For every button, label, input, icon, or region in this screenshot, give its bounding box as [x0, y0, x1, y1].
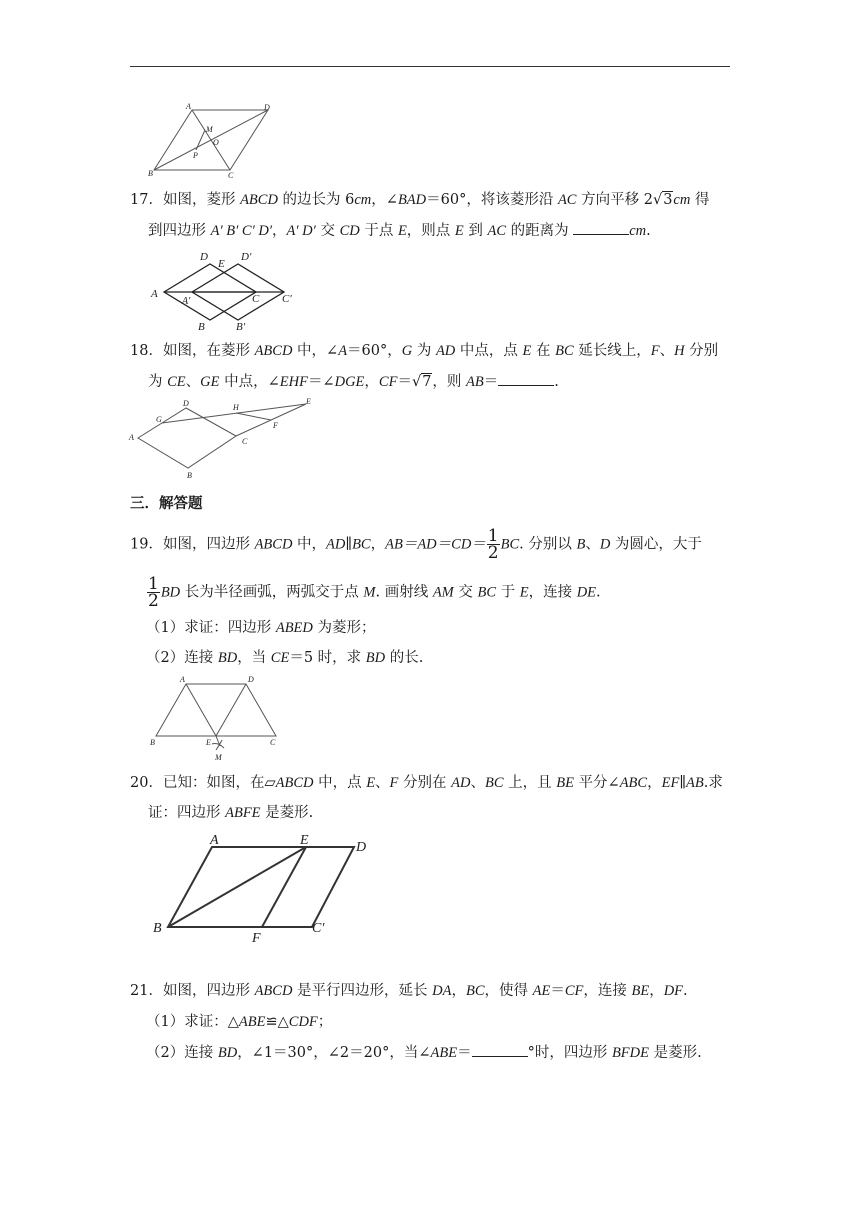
fig16-label-M: M — [206, 125, 213, 134]
fig19-label-B: B — [150, 738, 155, 747]
fig20-label-B: B — [153, 921, 162, 936]
fig19-label-M: M — [215, 753, 222, 762]
fig18-label-A: A — [129, 433, 134, 442]
fig18-label-H: H — [233, 403, 239, 412]
fig18-label-B: B — [187, 471, 192, 480]
fig16-label-B: B — [148, 169, 153, 178]
sqrt-symbol: √7 — [411, 374, 432, 390]
header-rule — [130, 66, 730, 67]
answer-blank-q21 — [472, 1043, 528, 1057]
answer-blank-q18 — [498, 372, 554, 386]
q19-sub2: （2）连接 BD，当 CE＝5 时，求 BD 的长. — [146, 650, 424, 666]
fig17-label-Bp: B′ — [236, 321, 246, 333]
figure-q17-translated-rhombus — [148, 248, 308, 332]
fig16-label-P: P — [193, 151, 198, 160]
fig16-label-O: O — [213, 138, 219, 147]
fig17-label-E: E — [218, 258, 225, 270]
sqrt-symbol: √3 — [652, 192, 673, 208]
q19-sub1: （1）求证：四边形 ABED 为菱形； — [146, 620, 376, 636]
fig17-label-A: A — [151, 288, 158, 300]
q21-line1: 21．如图，四边形 ABCD 是平行四边形，延长 DA，BC，使得 AE＝CF，连接 BE，DF. — [130, 983, 688, 999]
fig17-label-D: D — [200, 251, 208, 263]
fig17-label-Ap: A′ — [182, 296, 191, 307]
figure-q20-parallelogram — [148, 830, 380, 945]
q18-line2: 为 CE、GE 中点，∠EHF＝∠DGE，CF＝√7，则 AB＝ . — [148, 374, 559, 390]
fig19-label-E: E — [206, 738, 211, 747]
fig17-label-B: B — [198, 321, 205, 333]
q18-line1: 18．如图，在菱形 ABCD 中，∠A＝60°，G 为 AD 中点，点 E 在 BC 延长线上，F、H 分别 — [130, 343, 719, 359]
fig18-label-D: D — [183, 399, 189, 408]
fig18-label-E: E — [306, 397, 311, 406]
q17-line1: 17．如图，菱形 ABCD 的边长为 6cm，∠BAD＝60°，将该菱形沿 AC 方向平移 2√3cm 得 — [130, 192, 710, 208]
fig20-label-F: F — [252, 931, 261, 946]
fig18-label-F: F — [273, 421, 278, 430]
figure-q18-rhombus — [126, 396, 322, 482]
fig19-label-C: C — [270, 738, 276, 747]
section-heading: 三．解答题 — [130, 496, 203, 512]
fig18-label-C: C — [242, 437, 248, 446]
fig16-label-A: A — [186, 102, 191, 111]
fig20-label-D: D — [356, 840, 367, 855]
fraction-half: $\frac{1}{2}$ — [487, 526, 499, 563]
q20-line1: 20．已知：如图，在▱ABCD 中，点 E、F 分别在 AD、BC 上，且 BE 平分∠ABC，EF∥AB.求 — [130, 775, 723, 791]
fig16-label-D: D — [264, 103, 270, 112]
fig17-label-Cp: C′ — [282, 293, 292, 305]
q19-line1: 19．如图，四边形 ABCD 中，AD∥BC，AB＝AD＝CD＝ $\frac{1}{2}$ BC. 分别以 B、D 为圆心，大于 — [130, 526, 702, 563]
fig18-label-G: G — [156, 415, 162, 424]
fig20-label-A: A — [210, 833, 219, 848]
figure-q16-rhombus — [140, 100, 280, 178]
fig16-label-C: C — [228, 171, 234, 180]
fig17-label-C: C — [252, 293, 260, 305]
q20-line2: 证：四边形 ABFE 是菱形. — [148, 805, 314, 821]
fig17-label-Dp: D′ — [241, 251, 252, 263]
q19-line2: $\frac{1}{2}$ BD 长为半径画弧，两弧交于点 M. 画射线 AM 交 BC 于 E，连接 DE. — [148, 574, 601, 611]
figure-q19-trapezoid — [140, 672, 290, 764]
q21-sub2: （2）连接 BD，∠1＝30°，∠2＝20°，当∠ABE＝ °时，四边形 BFDE 是菱形. — [146, 1045, 702, 1061]
fraction-half: $\frac{1}{2}$ — [148, 574, 159, 611]
fig20-label-E: E — [300, 833, 309, 848]
q21-sub1: （1）求证：△ABE≌△CDF； — [146, 1014, 333, 1030]
q17-line2: 到四边形 A′ B′ C′ D′，A′ D′ 交 CD 于点 E，则点 E 到 AC 的距离为 cm. — [148, 223, 651, 239]
fig19-label-A: A — [180, 675, 185, 684]
answer-blank-q17 — [573, 221, 629, 235]
fig20-label-C: C′ — [312, 921, 325, 936]
fig19-label-D: D — [248, 675, 254, 684]
